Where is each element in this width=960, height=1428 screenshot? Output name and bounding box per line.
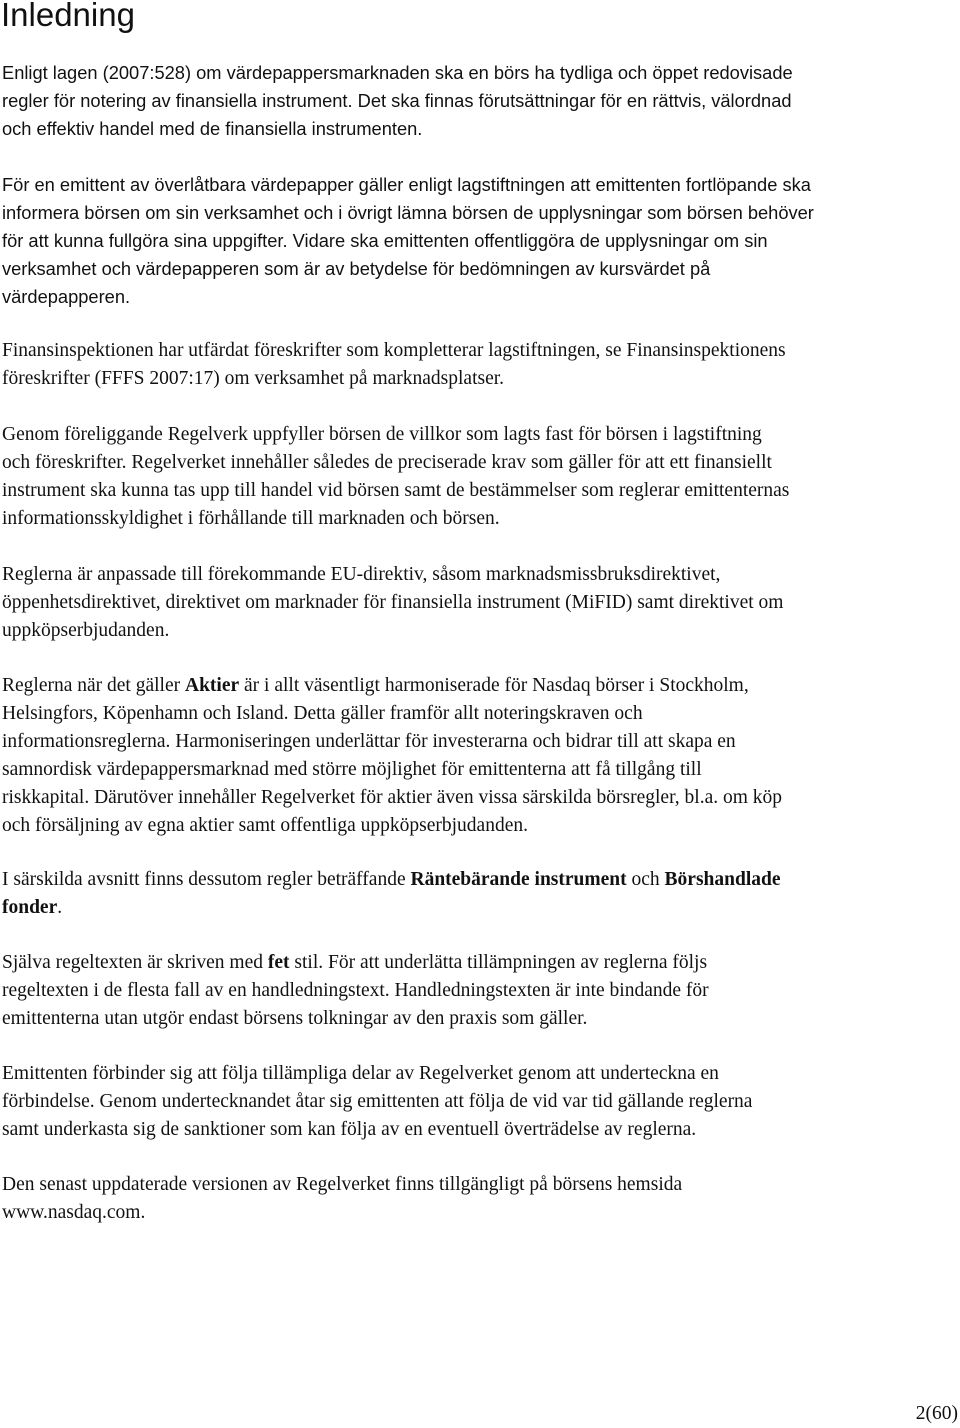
paragraph-forbindelse [2, 1060, 952, 1144]
text-line: Enligt lagen (2007:528) om värdepappersmarknaden ska en börs ha tydliga och öppet redovisade [2, 62, 793, 83]
text-line: instrument ska kunna tas upp till handel vid börsen samt de bestämmelser som reglerar emittenternas [2, 480, 790, 501]
text-segment: Själva regeltexten är skriven med [2, 952, 268, 973]
text-line: samnordisk värdepappersmarknad med större möjlighet för emittenterna att få tillgång till [2, 759, 702, 780]
text-line: Reglerna är anpassade till förekommande EU-direktiv, såsom marknadsmissbruksdirektivet, [2, 564, 721, 585]
text-line: och föreskrifter. Regelverket innehåller således de preciserade krav som gäller för att ett finansiellt [2, 452, 772, 473]
page-number: 2(60) [915, 1403, 958, 1424]
text-line: emittenterna utan utgör endast börsens tolkningar av den praxis som gäller. [2, 1008, 588, 1029]
paragraph-hemsida [2, 1171, 952, 1227]
text-line: och försäljning av egna aktier samt offentliga uppköpserbjudanden. [2, 815, 528, 836]
bold-term-rantebarande: Räntebärande instrument [410, 869, 627, 890]
text-line: och effektiv handel med de finansiella instrumenten. [2, 118, 423, 139]
text-line: Helsingfors, Köpenhamn och Island. Detta gäller framför allt noteringskraven och [2, 703, 643, 724]
text-line: verksamhet och värdepapperen som är av betydelse för bedömningen av kursvärdet på [2, 258, 711, 279]
text-line: Den senast uppdaterade versionen av Regelverket finns tillgängligt på börsens hemsida [2, 1174, 683, 1195]
bold-term-borshandlade: Börshandlade [664, 869, 781, 890]
paragraph-intro [2, 59, 952, 143]
text-line: uppköpserbjudanden. [2, 620, 170, 641]
bold-term-fonder: fonder [2, 897, 58, 918]
text-segment: Reglerna när det gäller [2, 675, 185, 696]
text-line: samt underkasta sig de sanktioner som kan följa av en eventuell överträdelse av reglerna. [2, 1119, 697, 1140]
text-line: Finansinspektionen har utfärdat föreskrifter som kompletterar lagstiftningen, se Finansinspektionens [2, 340, 786, 361]
text-line: regeltexten i de flesta fall av en handledningstext. Handledningstexten är inte bindande för [2, 980, 709, 1001]
text-line [2, 866, 952, 894]
paragraph-aktier [2, 672, 952, 840]
text-line [2, 894, 952, 922]
paragraph-regeltext [2, 949, 952, 1033]
text-line [2, 949, 952, 977]
text-line: förbindelse. Genom undertecknandet åtar sig emittenten att följa de vid var tid gällande reglerna [2, 1091, 753, 1112]
text-segment: . [57, 897, 63, 918]
text-segment: är i allt väsentligt harmoniserade för Nasdaq börser i Stockholm, [239, 675, 749, 696]
text-line: riskkapital. Därutöver innehåller Regelverket för aktier även vissa särskilda börsregler, bl.a. om köp [2, 787, 783, 808]
text-segment: stil. För att underlätta tillämpningen av reglerna följs [289, 952, 708, 973]
paragraph-eu-direktiv [2, 561, 952, 645]
page-title: Inledning [1, 0, 135, 33]
text-segment: och [626, 869, 665, 890]
paragraph-emittent-obligations [2, 171, 952, 311]
text-segment: I särskilda avsnitt finns dessutom regler beträffande [2, 869, 411, 890]
website-link-text: www.nasdaq.com. [2, 1202, 146, 1223]
paragraph-sarskilda-avsnitt [2, 866, 952, 922]
text-line: Genom föreliggande Regelverk uppfyller börsen de villkor som lagts fast för börsen i lagstiftning [2, 424, 762, 445]
text-line: informationsreglerna. Harmoniseringen underlättar för investerarna och bidrar till att skapa en [2, 731, 736, 752]
text-line: föreskrifter (FFFS 2007:17) om verksamhet på marknadsplatser. [2, 368, 505, 389]
paragraph-finansinspektionen [2, 337, 952, 393]
bold-term-aktier: Aktier [185, 675, 240, 696]
bold-term-fet: fet [267, 952, 290, 973]
text-line: värdepapperen. [2, 286, 131, 307]
text-line [2, 672, 952, 700]
text-line: Emittenten förbinder sig att följa tillämpliga delar av Regelverket genom att underteckna en [2, 1063, 719, 1084]
text-line: informationsskyldighet i förhållande till marknaden och börsen. [2, 508, 500, 529]
text-line: regler för notering av finansiella instrument. Det ska finnas förutsättningar för en rättvis, välordnad [2, 90, 792, 111]
text-line: för att kunna fullgöra sina uppgifter. Vidare ska emittenten offentliggöra de upplysningar om sin [2, 230, 768, 251]
text-line: öppenhetsdirektivet, direktivet om marknader för finansiella instrument (MiFID) samt direktivet om [2, 592, 784, 613]
text-line: informera börsen om sin verksamhet och i övrigt lämna börsen de upplysningar som börsen behöver [2, 202, 814, 223]
text-line: För en emittent av överlåtbara värdepapper gäller enligt lagstiftningen att emittenten fortlöpande ska [2, 174, 811, 195]
paragraph-regelverk [2, 421, 952, 533]
